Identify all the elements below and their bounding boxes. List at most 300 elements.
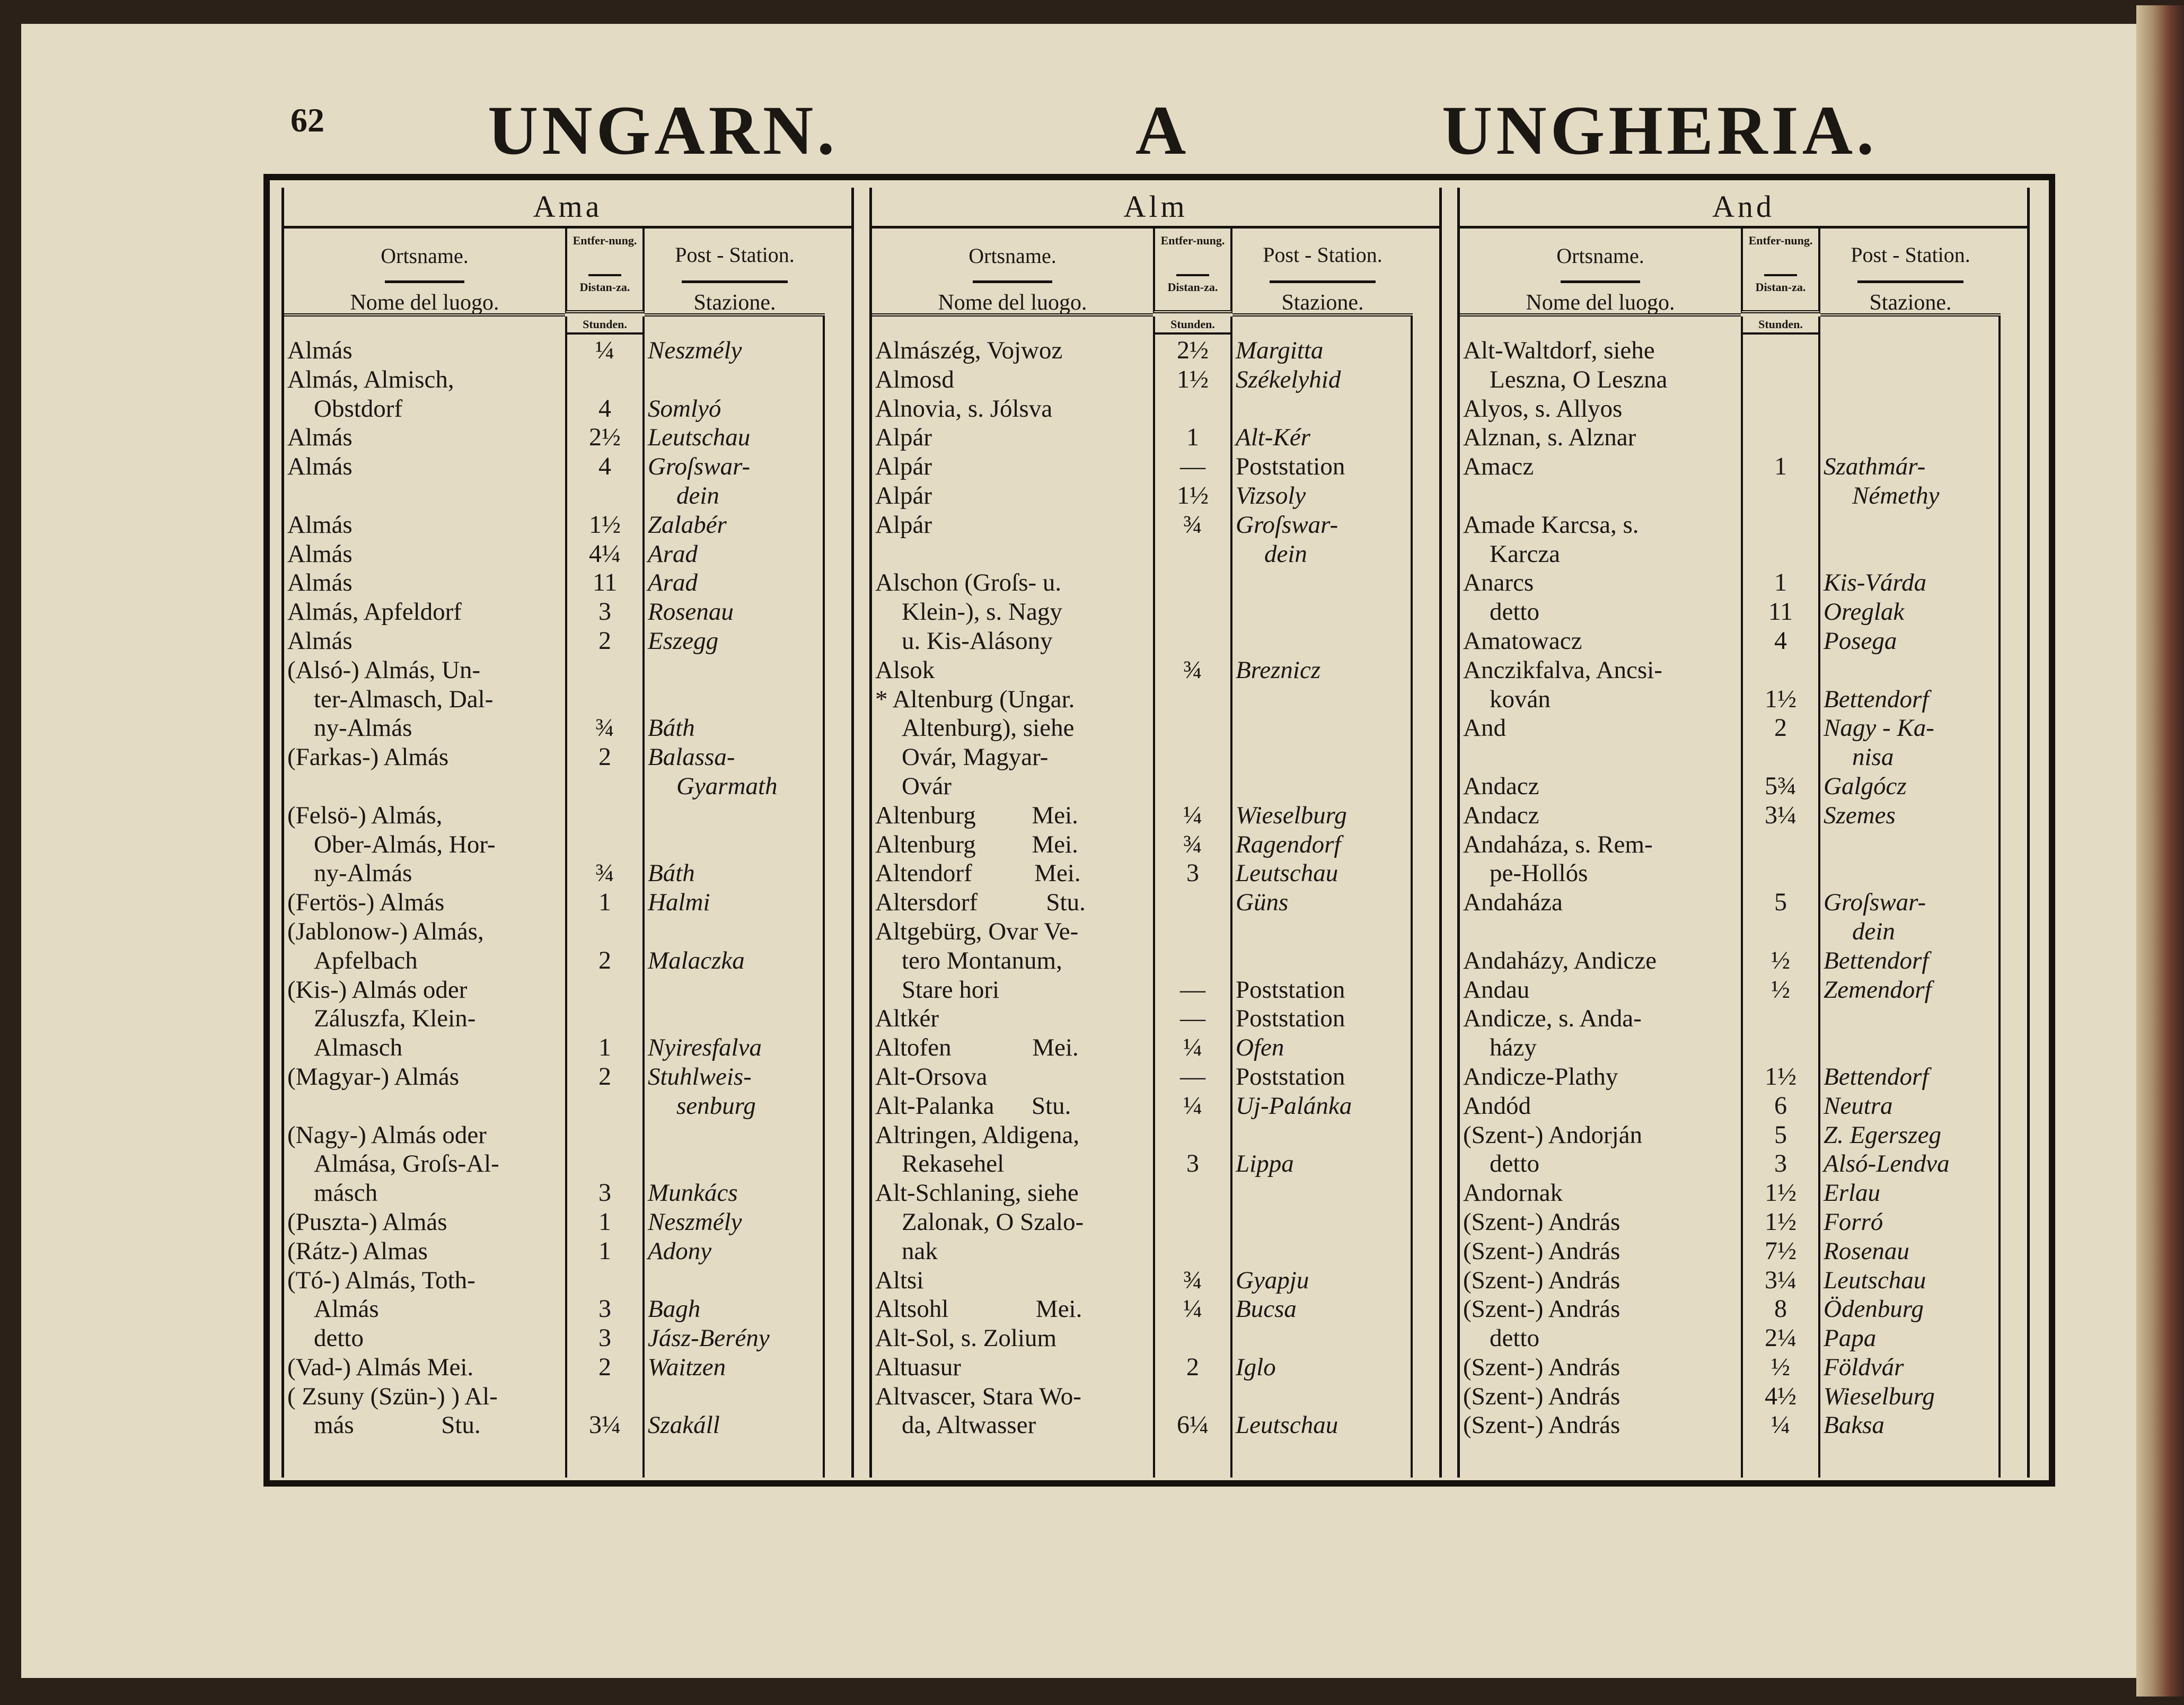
table-row xyxy=(1460,656,1998,685)
place-name: Alpár xyxy=(875,424,932,452)
place-name: Leszna, O Leszna xyxy=(1490,365,1668,393)
table-row xyxy=(284,1179,823,1208)
place-name: (Vad-) Almás Mei. xyxy=(287,1353,474,1381)
table-row xyxy=(872,917,1411,946)
place-name: Altendorf Mei. xyxy=(875,859,1081,887)
table-row xyxy=(872,830,1411,859)
table-row xyxy=(284,540,823,569)
distance-value: — xyxy=(1180,1062,1205,1091)
table-row xyxy=(284,597,823,627)
header-place-name-it: Nome del luogo. xyxy=(350,291,499,315)
table-row xyxy=(1460,888,1998,917)
place-name: (Szent-) András xyxy=(1463,1411,1621,1439)
table-row xyxy=(284,1324,823,1353)
header-post-station xyxy=(1232,228,1413,317)
place-name: Andicze, s. Anda- xyxy=(1463,1005,1642,1033)
distance-value: 2¼ xyxy=(1765,1324,1796,1352)
place-name: Almás, Apfeldorf xyxy=(287,598,462,626)
post-station-name: Arad xyxy=(648,569,698,597)
place-name: Amade Karcsa, s. xyxy=(1463,511,1639,539)
place-name: Altgebürg, Ovar Ve- xyxy=(875,917,1079,945)
place-name: (Nagy-) Almás oder xyxy=(287,1121,487,1149)
distance-value: 11 xyxy=(1768,597,1793,626)
place-name: más Stu. xyxy=(314,1411,481,1439)
table-row xyxy=(872,1237,1411,1266)
post-station-name: Margitta xyxy=(1236,337,1324,364)
table-row xyxy=(284,917,823,946)
distance-value: 4 xyxy=(598,452,611,481)
table-row xyxy=(284,1382,823,1411)
distance-value: ¼ xyxy=(595,336,614,364)
place-name: Alpár xyxy=(875,453,932,481)
post-station-name: Erlau xyxy=(1824,1179,1881,1207)
place-name: Anczikfalva, Ancsi- xyxy=(1463,656,1662,684)
table-row xyxy=(1460,1237,1998,1266)
place-name: Alt-Sol, s. Zolium xyxy=(875,1324,1057,1352)
place-name: Andicze-Plathy xyxy=(1463,1062,1618,1091)
place-name: Andacz xyxy=(1463,801,1539,829)
place-name: tero Montanum, xyxy=(902,946,1062,974)
post-station-name: Iglo xyxy=(1236,1353,1276,1381)
table-row xyxy=(284,714,823,743)
header-post-station-de: Post - Station. xyxy=(1851,243,1970,267)
post-station-name: Báth xyxy=(648,714,695,742)
place-name: Alpár xyxy=(875,511,932,539)
distance-value: ¼ xyxy=(1183,1033,1202,1062)
place-name: Záluszfa, Klein- xyxy=(314,1005,476,1033)
table-row xyxy=(1460,685,1998,714)
page-title-german: UNGARN. xyxy=(488,91,839,169)
table-row xyxy=(872,1033,1411,1062)
distance-value: ½ xyxy=(1771,1352,1790,1381)
post-station-name: Poststation xyxy=(1236,975,1345,1004)
place-name: (Magyar-) Almás xyxy=(287,1062,460,1091)
distance-value: 3 xyxy=(598,1324,611,1352)
place-name: Andaháza, s. Rem- xyxy=(1463,830,1653,858)
table-row xyxy=(1460,1121,1998,1150)
table-row xyxy=(872,568,1411,597)
post-station-name: Galgócz xyxy=(1824,772,1907,800)
post-station-name: Némethy xyxy=(1852,481,1940,509)
place-name: (Szent-) András xyxy=(1463,1353,1621,1381)
post-station-name: dein xyxy=(1852,917,1895,945)
post-station-name: Baksa xyxy=(1824,1411,1884,1439)
distance-value: 2 xyxy=(598,946,611,974)
table-row xyxy=(284,1092,823,1121)
distance-value: 1½ xyxy=(1177,365,1209,393)
table-row xyxy=(284,568,823,597)
table-row xyxy=(284,511,823,540)
table-row xyxy=(872,1149,1411,1179)
post-station-name: Jász-Berény xyxy=(648,1324,770,1352)
post-station-name: Neszmély xyxy=(648,1208,742,1236)
place-name: Alsok xyxy=(875,656,935,684)
header-place-name-de: Ortsname. xyxy=(1556,244,1644,268)
table-row xyxy=(284,801,823,830)
table-row xyxy=(872,975,1411,1005)
post-station-name: nisa xyxy=(1852,743,1894,771)
distance-value: 2 xyxy=(598,743,611,771)
place-name: kován xyxy=(1490,685,1551,713)
place-name: Andau xyxy=(1463,975,1530,1004)
table-row xyxy=(284,336,823,365)
table-row xyxy=(284,1062,823,1092)
place-name: (Farkas-) Almás xyxy=(287,743,449,771)
distance-value: 2 xyxy=(1774,714,1787,742)
page-number: 62 xyxy=(290,101,324,139)
place-name: Klein-), s. Nagy xyxy=(902,598,1062,626)
post-station-name: Eszegg xyxy=(648,627,719,655)
table-row xyxy=(872,946,1411,975)
post-station-name: Neszmély xyxy=(648,337,742,364)
place-name: házy xyxy=(1490,1034,1537,1062)
table-row xyxy=(1460,772,1998,801)
post-station-name: Poststation xyxy=(1236,1005,1345,1033)
place-name: (Jablonow-) Almás, xyxy=(287,917,484,945)
post-station-name: Nagy - Ka- xyxy=(1824,714,1934,742)
header-place-name xyxy=(284,228,565,317)
distance-value: 5 xyxy=(1774,1120,1787,1149)
post-station-name: Wieselburg xyxy=(1824,1382,1935,1410)
table-row xyxy=(284,743,823,772)
place-name: Andód xyxy=(1463,1092,1531,1120)
place-name: Obstdorf xyxy=(314,394,403,423)
table-row xyxy=(284,1208,823,1237)
place-name: * Altenburg (Ungar. xyxy=(875,685,1075,713)
place-name: Almása, Groſs-Al- xyxy=(314,1150,499,1178)
table-column-ama xyxy=(281,188,854,1478)
post-station-name: Ödenburg xyxy=(1824,1295,1924,1323)
post-station-name: dein xyxy=(676,481,719,509)
post-station-name: Stuhlweis- xyxy=(648,1062,752,1091)
place-name: (Szent-) András xyxy=(1463,1295,1621,1323)
place-name: Altkér xyxy=(875,1005,939,1033)
post-station-name: Bettendorf xyxy=(1824,685,1929,713)
distance-value: — xyxy=(1180,1004,1205,1033)
header-distance-de: Entfer-nung. xyxy=(1160,234,1225,247)
place-name: Altringen, Aldigena, xyxy=(875,1121,1080,1149)
post-station-name: Bagh xyxy=(648,1295,701,1323)
post-station-name: Székelyhid xyxy=(1236,365,1341,393)
place-name: Alznan, s. Alznar xyxy=(1463,424,1636,452)
distance-value: 1½ xyxy=(1765,1062,1796,1091)
place-name: Almás xyxy=(287,453,353,481)
table-row xyxy=(284,859,823,888)
post-station-name: senburg xyxy=(676,1092,756,1120)
place-name: Anarcs xyxy=(1463,569,1534,597)
place-name: (Puszta-) Almás xyxy=(287,1208,447,1236)
table-row xyxy=(872,336,1411,365)
post-station-name: Groſswar- xyxy=(648,453,751,481)
table-row xyxy=(1460,830,1998,859)
gazetteer-table-frame xyxy=(263,174,2055,1487)
distance-value: 4½ xyxy=(1765,1382,1796,1410)
place-name: Andacz xyxy=(1463,772,1539,800)
table-row xyxy=(284,1266,823,1295)
place-name: ny-Almás xyxy=(314,859,412,887)
post-station-name: Wieselburg xyxy=(1236,801,1347,829)
table-row xyxy=(1460,336,1998,365)
distance-value: 1½ xyxy=(1765,1207,1796,1236)
post-station-name: Somlyó xyxy=(648,394,721,423)
distance-value: 1 xyxy=(598,1207,611,1236)
table-row xyxy=(872,452,1411,481)
post-station-name: Posega xyxy=(1824,627,1897,655)
distance-value: ½ xyxy=(1771,975,1790,1004)
place-name: Amacz xyxy=(1463,453,1534,481)
table-row xyxy=(872,859,1411,888)
table-row xyxy=(1460,423,1998,452)
distance-value: ¼ xyxy=(1771,1411,1790,1439)
place-name: másch xyxy=(314,1179,378,1207)
place-name: Altofen Mei. xyxy=(875,1034,1079,1062)
post-station-name: Poststation xyxy=(1236,453,1345,481)
place-name: Altsohl Mei. xyxy=(875,1295,1082,1323)
table-row xyxy=(284,394,823,424)
place-name: pe-Hollós xyxy=(1490,859,1588,887)
table-row xyxy=(872,656,1411,685)
place-name: detto xyxy=(1490,1150,1539,1178)
place-name: (Kis-) Almás oder xyxy=(287,975,468,1004)
table-row xyxy=(872,1266,1411,1295)
distance-value: 8 xyxy=(1774,1295,1787,1323)
post-station-name: Zemendorf xyxy=(1824,975,1932,1004)
table-row xyxy=(1460,1324,1998,1353)
table-row xyxy=(1460,801,1998,830)
distance-value: 3¼ xyxy=(1765,801,1796,829)
distance-value: 6 xyxy=(1774,1091,1787,1120)
distance-value: ¾ xyxy=(595,714,614,742)
place-name: detto xyxy=(1490,598,1539,626)
place-name: ( Zsuny (Szün-) ) Al- xyxy=(287,1382,498,1410)
table-row xyxy=(872,1411,1411,1440)
distance-value: 3 xyxy=(598,1295,611,1323)
distance-value: — xyxy=(1180,452,1205,481)
table-row xyxy=(284,1295,823,1324)
distance-value: 2 xyxy=(598,1062,611,1091)
place-name: Almás, Almisch, xyxy=(287,365,454,393)
place-name: Altvascer, Stara Wo- xyxy=(875,1382,1081,1410)
table-row xyxy=(872,1295,1411,1324)
table-row xyxy=(284,975,823,1005)
place-name: detto xyxy=(314,1324,364,1352)
place-name: (Szent-) Andorján xyxy=(1463,1121,1643,1149)
post-station-name: Balassa- xyxy=(648,743,735,771)
place-name: (Szent-) András xyxy=(1463,1237,1621,1265)
distance-value: 5 xyxy=(1774,888,1787,917)
post-station-name: Vizsoly xyxy=(1236,481,1306,509)
place-name: ter-Almasch, Dal- xyxy=(314,685,494,713)
place-name: Ober-Almás, Hor- xyxy=(314,830,496,858)
header-distance xyxy=(565,228,645,313)
distance-value: 2½ xyxy=(589,423,621,452)
table-row xyxy=(872,801,1411,830)
table-row xyxy=(872,1353,1411,1382)
table-row xyxy=(1460,743,1998,772)
place-name: (Szent-) András xyxy=(1463,1266,1621,1294)
section-title: Ama xyxy=(284,188,851,228)
header-place-name-it: Nome del luogo. xyxy=(938,291,1087,315)
table-row xyxy=(1460,1004,1998,1033)
table-row xyxy=(872,481,1411,511)
header-post-station-de: Post - Station. xyxy=(1263,243,1382,267)
post-station-name: Ofen xyxy=(1236,1034,1284,1062)
table-row xyxy=(284,452,823,481)
post-station-name: Leutschau xyxy=(1236,859,1338,887)
place-name: Altenburg), siehe xyxy=(902,714,1075,742)
distance-value: 3¼ xyxy=(589,1411,621,1439)
post-station-name: Uj-Palánka xyxy=(1236,1092,1352,1120)
post-station-name: Papa xyxy=(1824,1324,1877,1352)
distance-value: 2 xyxy=(598,626,611,655)
post-station-name: Ragendorf xyxy=(1236,830,1341,858)
header-distance-it: Distan-za. xyxy=(1755,280,1806,294)
place-name: Almás xyxy=(287,540,353,568)
distance-value: 2½ xyxy=(1177,336,1209,364)
table-row xyxy=(284,772,823,801)
distance-value: 3 xyxy=(1186,859,1199,887)
header-post-station-it: Stazione. xyxy=(693,291,776,315)
place-name: (Szent-) András xyxy=(1463,1382,1621,1410)
post-station-name: Adony xyxy=(648,1237,712,1265)
place-name: da, Altwasser xyxy=(902,1411,1036,1439)
place-name: Altuasur xyxy=(875,1353,961,1381)
table-row xyxy=(1460,1266,1998,1295)
place-name: Almás xyxy=(287,337,353,364)
header-distance-it: Distan-za. xyxy=(579,280,630,294)
distance-value: 1½ xyxy=(1765,684,1796,713)
table-row xyxy=(872,394,1411,424)
place-name: Apfelbach xyxy=(314,946,418,974)
header-post-station-it: Stazione. xyxy=(1281,291,1364,315)
post-station-name: Alt-Kér xyxy=(1236,424,1310,452)
distance-value: ¼ xyxy=(1183,1091,1202,1120)
table-row xyxy=(1460,917,1998,946)
table-row xyxy=(1460,511,1998,540)
place-name: And xyxy=(1463,714,1506,742)
table-row xyxy=(1460,452,1998,481)
place-name: Almosd xyxy=(875,365,954,393)
place-name: Alt-Waltdorf, siehe xyxy=(1463,337,1655,364)
distance-value: 3 xyxy=(1186,1149,1199,1178)
place-name: (Tó-) Almás, Toth- xyxy=(287,1266,475,1294)
place-name: Karcza xyxy=(1490,540,1561,568)
post-station-name: Bettendorf xyxy=(1824,946,1929,974)
table-row xyxy=(1460,1411,1998,1440)
table-row xyxy=(1460,1179,1998,1208)
place-name: Andaháza xyxy=(1463,889,1563,917)
table-row xyxy=(284,888,823,917)
header-post-station-de: Post - Station. xyxy=(675,243,795,267)
table-row xyxy=(872,772,1411,801)
place-name: Rekasehel xyxy=(902,1150,1005,1178)
distance-value: ¼ xyxy=(1183,1295,1202,1323)
place-name: Alt-Orsova xyxy=(875,1062,988,1091)
table-row xyxy=(872,685,1411,714)
distance-value: ¼ xyxy=(1183,801,1202,829)
place-name: ny-Almás xyxy=(314,714,412,742)
table-row xyxy=(872,1092,1411,1121)
place-name: Altenburg Mei. xyxy=(875,801,1078,829)
post-station-name: Rosenau xyxy=(648,598,734,626)
section-title: Alm xyxy=(872,188,1439,228)
distance-value: ¾ xyxy=(1183,1265,1202,1294)
entry-list xyxy=(1460,336,1998,1440)
distance-value: 1 xyxy=(598,888,611,917)
header-place-name-it: Nome del luogo. xyxy=(1526,291,1675,315)
post-station-name: Breznicz xyxy=(1236,656,1321,684)
header-distance xyxy=(1741,228,1820,313)
entry-list xyxy=(284,336,823,1440)
post-station-name: Bettendorf xyxy=(1824,1062,1929,1091)
table-row xyxy=(284,830,823,859)
distance-value: ½ xyxy=(1771,946,1790,974)
distance-value: 6¼ xyxy=(1177,1411,1209,1439)
post-station-name: dein xyxy=(1264,540,1307,568)
post-station-name: Leutschau xyxy=(648,424,751,452)
post-station-name: Forró xyxy=(1824,1208,1883,1236)
table-row xyxy=(1460,365,1998,394)
table-row xyxy=(872,1179,1411,1208)
post-station-name: Malaczka xyxy=(648,946,745,974)
entry-list xyxy=(872,336,1411,1440)
table-row xyxy=(1460,975,1998,1005)
table-row xyxy=(1460,946,1998,975)
distance-value: 11 xyxy=(592,568,618,597)
distance-value: 4¼ xyxy=(589,539,621,568)
place-name: Alnovia, s. Jólsva xyxy=(875,394,1053,423)
post-station-name: Szakáll xyxy=(648,1411,720,1439)
table-row xyxy=(1460,1353,1998,1382)
distance-value: 1 xyxy=(1186,423,1199,452)
post-station-name: Nyiresfalva xyxy=(648,1034,762,1062)
table-row xyxy=(284,1033,823,1062)
table-row xyxy=(872,1324,1411,1353)
table-row xyxy=(872,423,1411,452)
place-name: nak xyxy=(902,1237,938,1265)
place-name: Alyos, s. Allyos xyxy=(1463,394,1623,423)
distance-value: 3 xyxy=(1774,1149,1787,1178)
table-row xyxy=(872,1004,1411,1033)
header-distance-it: Distan-za. xyxy=(1167,280,1218,294)
table-row xyxy=(284,656,823,685)
distance-value: — xyxy=(1180,975,1205,1004)
distance-value: 3 xyxy=(598,597,611,626)
table-row xyxy=(284,1353,823,1382)
post-station-name: Halmi xyxy=(648,889,710,917)
table-row xyxy=(1460,1033,1998,1062)
post-station-name: Földvár xyxy=(1824,1353,1904,1381)
table-column-alm xyxy=(869,188,1442,1478)
table-row xyxy=(1460,1382,1998,1411)
table-row xyxy=(284,423,823,452)
distance-value: 3 xyxy=(598,1179,611,1207)
table-row xyxy=(1460,627,1998,656)
post-station-name: Güns xyxy=(1236,889,1289,917)
table-row xyxy=(284,481,823,511)
post-station-name: Lippa xyxy=(1236,1150,1294,1178)
table-row xyxy=(284,1411,823,1440)
distance-units-label: Stunden. xyxy=(1155,317,1230,335)
place-name: Ovár, Magyar- xyxy=(902,743,1049,771)
place-name: Andornak xyxy=(1463,1179,1563,1207)
post-station-name: Groſswar- xyxy=(1824,889,1926,917)
post-station-name: Zalabér xyxy=(648,511,727,539)
table-row xyxy=(284,1004,823,1033)
section-title: And xyxy=(1460,188,2027,228)
table-row xyxy=(872,627,1411,656)
distance-value: ¾ xyxy=(1183,510,1202,539)
